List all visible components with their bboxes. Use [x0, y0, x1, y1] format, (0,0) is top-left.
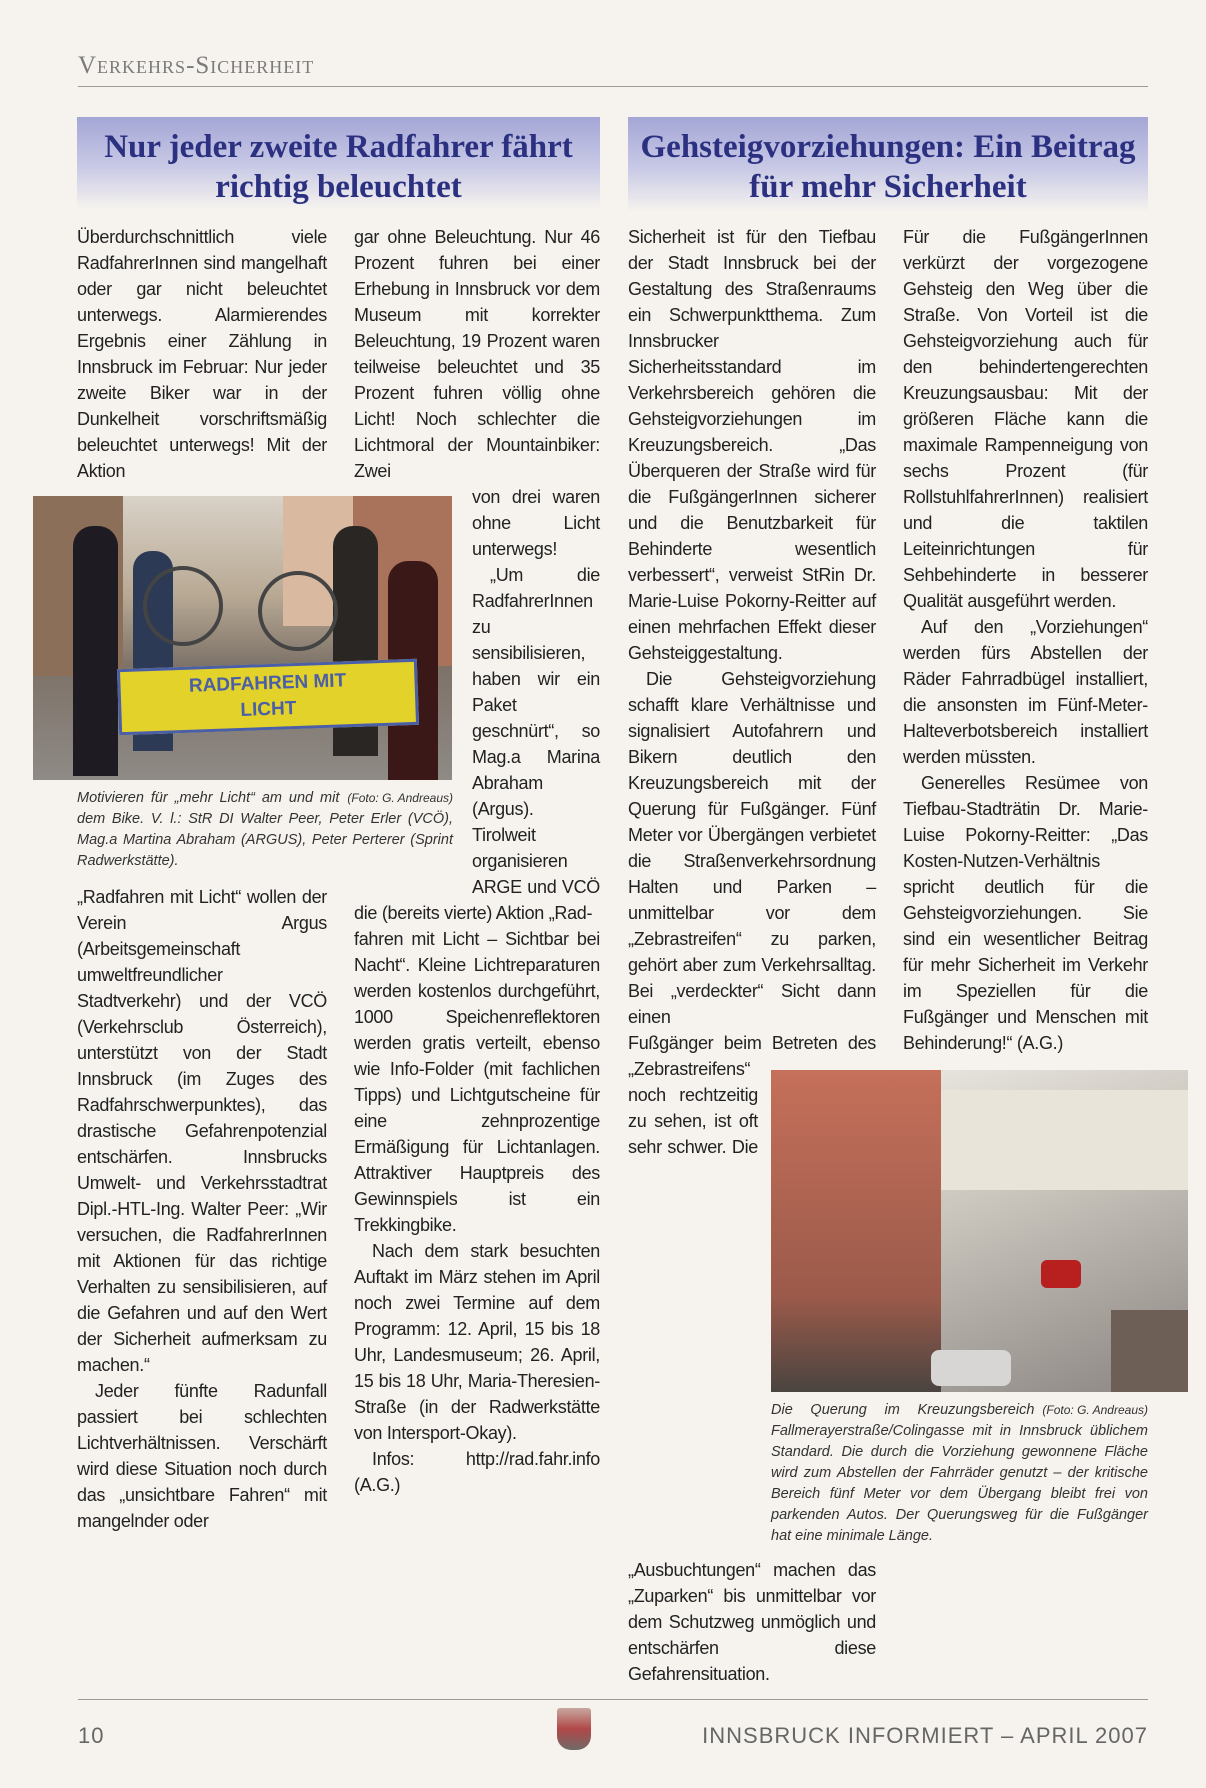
person: [73, 526, 118, 776]
paragraph: Überdurchschnittlich viele RadfahrerInnen sind mangelhaft oder gar nicht beleuchtet unterwegs. Alarmierendes Ergebnis einer Zählung in Innsbruck im Februar: Nur jeder zweite Biker war in der Dunkelheit vorschriftsmäßig beleuchtet unterwegs! Mit der Aktion: [77, 227, 327, 481]
paragraph: Fußgänger beim Betreten des „Zebrastreifens“ noch rechtzeitig zu sehen, ist oft sehr schwer. Die „Ausbuchtungen“ machen das „Zuparken“ bis unmittelbar vor dem Schutzweg unmöglich und entschärfen diese Gefahrensituation.: [628, 1033, 876, 1684]
layout-spacer: [354, 496, 472, 882]
article2-title: Gehsteigvorziehungen: Ein Beitrag für mehr Sicherheit: [628, 117, 1148, 212]
article1-col2: [354, 224, 600, 1498]
paragraph: Nach dem stark besuchten Auftakt im März stehen im April noch zwei Termine auf dem Programm: 12. April, 15 bis 18 Uhr, Landesmuseum; 26. April, 15 bis 18 Uhr, Maria-Theresien-Straße (in der Radwerkstätte von Intersport-Okay).: [354, 1241, 600, 1443]
bike-wheel: [143, 566, 223, 646]
car: [1041, 1260, 1081, 1288]
paragraph: Die Gehsteigvorziehung schafft klare Verhältnisse und signalisiert Autofahrern und Bikern deutlich den Kreuzungsbereich mit der Querung für Fußgänger. Fünf Meter vor Übergängen verbietet die Straßenverkehrsordnung Halten und Parken – unmittelbar vor dem „Zebrastreifen“ zu parken, gehört aber zum Verkehrsalltag. Bei „verdeckter“ Sicht dann einen: [628, 669, 876, 1027]
article1-col1: [77, 224, 453, 1534]
paragraph: „Radfahren mit Licht“ wollen der Verein Argus (Arbeitsgemeinschaft umweltfreundlicher Stadtverkehr) und der VCÖ (Verkehrsclub Österreich), unterstützt von der Stadt Innsbruck (im Zuges des Radfahrschwerpunktes), das drastische Gefahrenpotenzial entschärfen. Innsbrucks Umwelt- und Verkehrsstadtrat Dipl.-HTL-Ing. Walter Peer: „Wir versuchen, die RadfahrerInnen mit Aktionen für das richtige Verhalten zu sensibilisieren, auf die Gefahren und auf den Wert der Sicherheit aufmerksam zu machen.“: [77, 887, 327, 1375]
photo-credit: (Foto: G. Andreaus): [1042, 1403, 1148, 1417]
paragraph: Generelles Resümee von Tiefbau-Stadträtin Dr. Marie-Luise Pokorny-Reitter: „Das Kosten-Nutzen-Verhältnis spricht deutlich für die Gehsteigvorziehungen. Sie sind ein wesentlicher Beitrag für mehr Sicherheit im Verkehr im Speziellen für die Fußgänger und Menschen mit Behinderung!“ (A.G.): [903, 773, 1148, 1053]
car: [931, 1350, 1011, 1386]
paragraph: gar ohne Beleuchtung. Nur 46 Prozent fuhren bei einer Erhebung in Innsbruck vor dem Museum mit korrekter Beleuchtung, 19 Prozent waren teilweise beleuchtet und 35 Prozent fuhren völlig ohne Licht! Noch schlechter die Lichtmoral der Mountainbiker: Zwei: [354, 227, 600, 481]
paragraph: Infos: http://rad.fahr.info (A.G.): [354, 1449, 600, 1495]
footer-rule: [78, 1699, 1148, 1700]
paragraph: Für die FußgängerInnen verkürzt der vorgezogene Gehsteig den Weg über die Straße. Von Vorteil ist die Gehsteigvorziehung auch für den behindertengerechten Kreuzungsausbau: Mit der größeren Fläche kann die maximale Rampenneigung von sechs Prozent (für RollstuhlfahrerInnen) realisiert und die taktilen Leiteinrichtungen für Sehbehinderte in besserer Qualität ausgeführt werden.: [903, 227, 1148, 611]
section-header: Verkehrs-Sicherheit: [78, 52, 315, 79]
paragraph: „Um die RadfahrerInnen zu sensibilisieren, haben wir ein Paket geschnürt“, so Mag.a Marina Abraham (Argus). Tirolweit organisieren ARGE und VCÖ die (bereits vierte) Aktion „Rad-: [354, 565, 600, 923]
article1-title: Nur jeder zweite Radfahrer fährt richtig beleuchtet: [77, 117, 600, 209]
header-rule: [78, 86, 1148, 87]
caption-text: Die Querung im Kreuzungsbereich Fallmerayerstraße/Colingasse mit in Innsbruck üblichem Standard. Die durch die Vorziehung gewonnene Fläche wird zum Abstellen der Fahrräder genutzt – der kritische Bereich fünf Meter vor dem Übergang bleibt frei von parkenden Autos. Der Querungsweg für die Fußgänger hat eine minimale Länge.: [771, 1402, 1148, 1544]
building: [941, 1090, 1188, 1190]
building: [771, 1070, 941, 1392]
photo-street-crossing: [771, 1070, 1188, 1392]
footer: [0, 1699, 1206, 1759]
tree: [1111, 1310, 1188, 1392]
page-number: 10: [78, 1723, 105, 1748]
paragraph: Sicherheit ist für den Tiefbau der Stadt Innsbruck bei der Gestaltung des Straßenraums ein Schwerpunktthema. Zum Innsbrucker Sicherheitsstandard im Verkehrsbereich gehören die Gehsteigvorziehungen im Kreuzungsbereich. „Das Überqueren der Straße wird für die FußgängerInnen sicherer und die Benutzbarkeit für Behinderte wesentlich verbessert“, verweist StRin Dr. Marie-Luise Pokorny-Reitter auf einen mehrfachen Effekt dieser Gehsteiggestaltung.: [628, 227, 876, 663]
paragraph: Jeder fünfte Radunfall passiert bei schlechten Lichtverhältnissen. Verschärft wird diese Situation noch durch das „unsichtbare Fahren“ mit mangelnder oder: [77, 1381, 327, 1531]
caption-text: Motivieren für „mehr Licht“ am und mit dem Bike. V. l.: StR DI Walter Peer, Peter Erler (VCÖ), Mag.a Martina Abraham (ARGUS), Peter Perterer (Sprint Radwerkstätte).: [77, 790, 453, 869]
city-crest-logo: [557, 1708, 591, 1750]
paragraph: von drei waren ohne Licht unterwegs!: [472, 487, 600, 559]
photo-caption: [771, 1400, 1148, 1547]
paragraph: fahren mit Licht – Sichtbar bei Nacht“. Kleine Lichtreparaturen werden kostenlos durchgeführt, 1000 Speichenreflektoren werden gratis verteilt, ebenso wie Info-Folder (mit fachlichen Tipps) und Lichtgutscheine für eine zehnprozentige Ermäßigung für Lichtanlagen. Attraktiver Hauptpreis des Gewinnspiels ist ein Trekkingbike.: [354, 929, 600, 1235]
photo-credit: (Foto: G. Andreaus): [347, 791, 453, 805]
bike-wheel: [258, 571, 338, 651]
publication-name: INNSBRUCK INFORMIERT – APRIL 2007: [702, 1723, 1148, 1748]
banner: RADFAHREN MIT LICHT: [117, 659, 419, 735]
paragraph: Auf den „Vorziehungen“ werden fürs Abstellen der Räder Fahrradbügel installiert, die ansonsten im Fünf-Meter-Halteverbotsbereich installiert werden müssten.: [903, 617, 1148, 767]
article2-col4: [771, 224, 1148, 1547]
